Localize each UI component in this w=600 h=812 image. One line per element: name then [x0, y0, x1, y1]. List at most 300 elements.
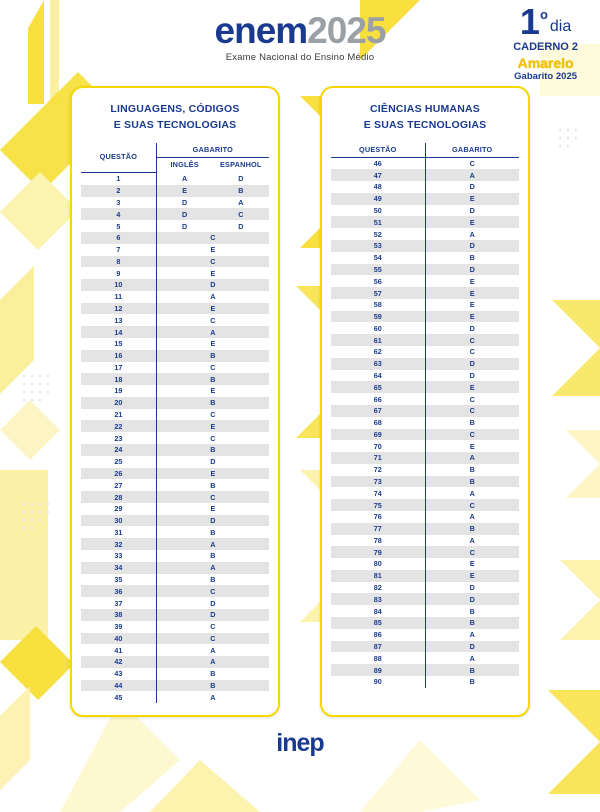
question-number: 85 [331, 617, 425, 629]
table-row [331, 452, 519, 464]
answer-letter: E [210, 339, 216, 349]
table-row [331, 381, 519, 393]
answer-letter: C [469, 547, 475, 557]
question-number: 89 [331, 664, 425, 676]
answer-letter: C [469, 406, 475, 416]
question-number: 18 [81, 373, 156, 385]
answer-letter-ingles: D [182, 221, 188, 231]
table-row [81, 444, 269, 456]
question-number: 71 [331, 452, 425, 464]
table-row [331, 169, 519, 181]
question-number: 52 [331, 228, 425, 240]
answer-letter: A [210, 539, 216, 549]
answer-letter: A [469, 488, 475, 498]
answer-letter: C [469, 335, 475, 345]
answer-letter: E [469, 382, 475, 392]
answer-letter: D [469, 323, 475, 333]
table-row [81, 362, 269, 374]
question-number: 4 [81, 208, 156, 220]
page-footer [0, 729, 600, 758]
answer-letter-espanhol: D [238, 174, 244, 184]
question-number: 23 [81, 432, 156, 444]
question-number: 13 [81, 314, 156, 326]
question-number: 27 [81, 479, 156, 491]
answer-letter: C [210, 433, 216, 443]
question-number: 3 [81, 197, 156, 209]
table-row [331, 535, 519, 547]
table-row [81, 397, 269, 409]
question-number: 26 [81, 468, 156, 480]
question-number: 86 [331, 629, 425, 641]
table-row [331, 464, 519, 476]
answer-letter: E [469, 276, 475, 286]
table-row [331, 499, 519, 511]
question-number: 24 [81, 444, 156, 456]
table-row [81, 244, 269, 256]
answer-letter-espanhol: D [238, 221, 244, 231]
answer-letter: D [469, 264, 475, 274]
logo-wordmark [215, 12, 386, 49]
table-row [331, 370, 519, 382]
question-number: 1 [81, 173, 156, 185]
question-number: 33 [81, 550, 156, 562]
table-row [331, 393, 519, 405]
question-number: 32 [81, 538, 156, 550]
answer-letter: C [210, 410, 216, 420]
answer-letter: A [210, 645, 216, 655]
answer-letter-espanhol: C [238, 209, 244, 219]
enem-logo [215, 12, 386, 63]
table-row [81, 256, 269, 268]
answer-letter: A [469, 170, 475, 180]
answer-letter: B [469, 253, 475, 263]
table-row [81, 208, 269, 220]
logo-year: 2025 [307, 10, 386, 51]
question-number: 88 [331, 652, 425, 664]
question-number: 75 [331, 499, 425, 511]
answer-letter: B [210, 480, 216, 490]
answer-rows-ciencias [331, 157, 519, 688]
table-row [81, 267, 269, 279]
answer-table-linguagens [81, 143, 269, 704]
question-number: 81 [331, 570, 425, 582]
answer-letter: E [469, 217, 475, 227]
question-number: 67 [331, 405, 425, 417]
inep-logo [0, 729, 600, 758]
header-gabarito: GABARITO [425, 143, 519, 158]
answer-letter: C [210, 586, 216, 596]
table-row [331, 287, 519, 299]
table-header-row [331, 143, 519, 158]
table-row [331, 216, 519, 228]
question-number: 68 [331, 417, 425, 429]
answer-key-year: Gabarito 2025 [514, 71, 578, 83]
card-title-line2: E SUAS TECNOLOGIAS [113, 119, 237, 132]
answer-letter: B [210, 681, 216, 691]
answer-key-cards [0, 86, 600, 717]
question-number: 50 [331, 205, 425, 217]
table-row [331, 346, 519, 358]
table-row [331, 240, 519, 252]
answer-letter: B [469, 606, 475, 616]
question-number: 14 [81, 326, 156, 338]
table-row [81, 197, 269, 209]
answer-letter: B [469, 677, 475, 687]
question-number: 77 [331, 523, 425, 535]
question-number: 64 [331, 370, 425, 382]
table-row [331, 617, 519, 629]
question-number: 61 [331, 334, 425, 346]
question-number: 65 [331, 381, 425, 393]
question-number: 7 [81, 244, 156, 256]
table-row [81, 185, 269, 197]
answer-table-ciencias [331, 143, 519, 688]
answer-letter: C [469, 500, 475, 510]
table-row [331, 405, 519, 417]
answer-letter: B [210, 351, 216, 361]
question-number: 70 [331, 440, 425, 452]
answer-letter: B [210, 574, 216, 584]
answer-letter-ingles: E [182, 186, 188, 196]
answer-letter: D [469, 359, 475, 369]
question-number: 59 [331, 311, 425, 323]
answer-letter: C [210, 233, 216, 243]
answer-letter: D [469, 206, 475, 216]
table-row [81, 550, 269, 562]
day-row [513, 1, 578, 42]
question-number: 69 [331, 429, 425, 441]
answer-letter-ingles: D [182, 197, 188, 207]
answer-letter: D [469, 641, 475, 651]
question-number: 11 [81, 291, 156, 303]
answer-letter: C [210, 315, 216, 325]
table-row [81, 314, 269, 326]
table-row [81, 515, 269, 527]
question-number: 34 [81, 562, 156, 574]
answer-letter: E [469, 441, 475, 451]
card-title-line1: LINGUAGENS, CÓDIGOS [110, 103, 240, 115]
table-row [331, 629, 519, 641]
table-row [81, 680, 269, 692]
answer-letter: D [210, 598, 216, 608]
answer-letter: C [210, 362, 216, 372]
question-number: 90 [331, 676, 425, 688]
question-number: 28 [81, 491, 156, 503]
question-number: 56 [331, 275, 425, 287]
question-number: 39 [81, 621, 156, 633]
question-number: 37 [81, 597, 156, 609]
answer-letter: A [210, 292, 216, 302]
table-row [81, 668, 269, 680]
table-row [331, 511, 519, 523]
table-row [81, 456, 269, 468]
answer-letter: D [469, 241, 475, 251]
answer-rows-linguagens [81, 173, 269, 704]
answer-letter: B [210, 669, 216, 679]
table-row [331, 641, 519, 653]
answer-letter: A [210, 692, 216, 702]
answer-letter: A [210, 563, 216, 573]
table-row [81, 350, 269, 362]
question-number: 12 [81, 303, 156, 315]
question-number: 36 [81, 585, 156, 597]
question-number: 20 [81, 397, 156, 409]
answer-letter: E [210, 421, 216, 431]
answer-letter: A [469, 512, 475, 522]
card-linguagens [70, 86, 280, 717]
day-number: 1 [519, 1, 540, 42]
answer-letter: C [469, 158, 475, 168]
table-row [331, 181, 519, 193]
page-header [0, 0, 600, 86]
table-row [81, 574, 269, 586]
answer-letter: D [210, 280, 216, 290]
question-number: 54 [331, 252, 425, 264]
answer-letter: B [210, 398, 216, 408]
question-number: 82 [331, 582, 425, 594]
answer-letter: B [469, 665, 475, 675]
table-row [331, 228, 519, 240]
question-number: 66 [331, 393, 425, 405]
answer-letter: B [469, 418, 475, 428]
answer-letter: E [469, 194, 475, 204]
question-number: 76 [331, 511, 425, 523]
table-row [81, 503, 269, 515]
answer-letter: E [469, 312, 475, 322]
table-row [331, 275, 519, 287]
question-number: 60 [331, 322, 425, 334]
answer-letter: B [469, 618, 475, 628]
answer-letter: D [210, 457, 216, 467]
table-row [331, 676, 519, 688]
question-number: 46 [331, 157, 425, 169]
header-ingles: INGLÊS [170, 159, 199, 169]
table-row [81, 526, 269, 538]
table-row [81, 479, 269, 491]
question-number: 35 [81, 574, 156, 586]
question-number: 29 [81, 503, 156, 515]
question-number: 47 [331, 169, 425, 181]
table-row [331, 311, 519, 323]
table-row [81, 220, 269, 232]
table-row [81, 232, 269, 244]
question-number: 63 [331, 358, 425, 370]
day-ordinal: o [539, 7, 548, 22]
question-number: 62 [331, 346, 425, 358]
question-number: 9 [81, 267, 156, 279]
answer-letter: B [469, 477, 475, 487]
answer-letter: D [469, 594, 475, 604]
table-row [81, 326, 269, 338]
table-row [81, 562, 269, 574]
answer-letter: D [469, 370, 475, 380]
question-number: 2 [81, 185, 156, 197]
answer-letter: D [210, 610, 216, 620]
logo-text: enem [214, 10, 308, 51]
table-row [331, 523, 519, 535]
table-row [81, 691, 269, 703]
question-number: 48 [331, 181, 425, 193]
question-number: 6 [81, 232, 156, 244]
question-number: 84 [331, 605, 425, 617]
question-number: 16 [81, 350, 156, 362]
question-number: 22 [81, 420, 156, 432]
table-header-row [81, 143, 269, 158]
question-number: 72 [331, 464, 425, 476]
header-espanhol: ESPANHOL [219, 159, 262, 169]
answer-letter: E [469, 300, 475, 310]
answer-letter: E [210, 268, 216, 278]
question-number: 5 [81, 220, 156, 232]
table-row [331, 264, 519, 276]
header-gabarito: GABARITO [156, 143, 269, 158]
answer-letter: A [469, 229, 475, 239]
question-number: 25 [81, 456, 156, 468]
answer-letter: A [469, 453, 475, 463]
answer-letter: A [469, 630, 475, 640]
table-row [331, 334, 519, 346]
question-number: 83 [331, 593, 425, 605]
question-number: 43 [81, 668, 156, 680]
table-row [331, 476, 519, 488]
header-questao: QUESTÃO [331, 143, 425, 158]
answer-letter: B [210, 551, 216, 561]
exam-day-block [513, 1, 578, 83]
question-number: 45 [81, 691, 156, 703]
booklet-number: CADERNO 2 [513, 41, 578, 54]
answer-letter: E [469, 288, 475, 298]
answer-letter: E [469, 559, 475, 569]
table-row [331, 487, 519, 499]
question-number: 41 [81, 644, 156, 656]
answer-letter: E [210, 504, 216, 514]
question-number: 21 [81, 409, 156, 421]
table-row [331, 322, 519, 334]
table-row [81, 585, 269, 597]
table-row [81, 432, 269, 444]
table-row [331, 252, 519, 264]
table-row [81, 609, 269, 621]
answer-letter-ingles: D [182, 209, 188, 219]
table-row [331, 205, 519, 217]
answer-letter-espanhol: B [238, 186, 244, 196]
question-number: 19 [81, 385, 156, 397]
question-number: 79 [331, 546, 425, 558]
table-row [331, 605, 519, 617]
header-questao: QUESTÃO [81, 143, 156, 173]
question-number: 40 [81, 633, 156, 645]
answer-letter: C [210, 622, 216, 632]
answer-letter: B [210, 527, 216, 537]
question-number: 17 [81, 362, 156, 374]
answer-letter: A [210, 327, 216, 337]
answer-letter: E [210, 245, 216, 255]
table-row [331, 157, 519, 169]
answer-letter: E [210, 386, 216, 396]
answer-letter: A [210, 657, 216, 667]
answer-letter: C [469, 429, 475, 439]
card-title-ciencias [331, 98, 519, 143]
answer-letter-espanhol: A [238, 197, 244, 207]
table-row [331, 546, 519, 558]
card-title-line2: E SUAS TECNOLOGIAS [363, 119, 487, 132]
card-title-line1: CIÊNCIAS HUMANAS [370, 103, 480, 115]
answer-letter: E [469, 571, 475, 581]
question-number: 80 [331, 558, 425, 570]
logo-subtitle: Exame Nacional do Ensino Médio [225, 52, 375, 63]
day-word: dia [549, 18, 572, 35]
table-row [81, 656, 269, 668]
table-row [331, 593, 519, 605]
question-number: 31 [81, 526, 156, 538]
answer-letter: D [210, 516, 216, 526]
table-row [81, 303, 269, 315]
table-row [81, 491, 269, 503]
table-row [331, 299, 519, 311]
table-row [81, 538, 269, 550]
question-number: 10 [81, 279, 156, 291]
answer-letter: A [469, 653, 475, 663]
table-row [331, 417, 519, 429]
question-number: 42 [81, 656, 156, 668]
table-row [81, 173, 269, 185]
table-row [81, 373, 269, 385]
table-row [331, 558, 519, 570]
question-number: 55 [331, 264, 425, 276]
question-number: 57 [331, 287, 425, 299]
inep-logo-text: inep [276, 729, 324, 758]
table-row [331, 429, 519, 441]
table-row [81, 385, 269, 397]
table-row [331, 652, 519, 664]
answer-letter: C [210, 256, 216, 266]
answer-letter: B [210, 445, 216, 455]
answer-letter: C [469, 394, 475, 404]
answer-letter-ingles: A [182, 174, 188, 184]
table-row [81, 420, 269, 432]
card-ciencias-humanas [320, 86, 530, 717]
question-number: 51 [331, 216, 425, 228]
table-row [331, 664, 519, 676]
card-title-linguagens [81, 98, 269, 143]
answer-letter: C [210, 633, 216, 643]
table-row [81, 279, 269, 291]
question-number: 38 [81, 609, 156, 621]
table-row [81, 409, 269, 421]
table-row [81, 621, 269, 633]
question-number: 78 [331, 535, 425, 547]
answer-letter: E [210, 304, 216, 314]
answer-letter: B [469, 465, 475, 475]
table-row [331, 358, 519, 370]
question-number: 73 [331, 476, 425, 488]
table-row [81, 338, 269, 350]
table-row [331, 582, 519, 594]
table-row [81, 291, 269, 303]
question-number: 87 [331, 641, 425, 653]
question-number: 44 [81, 680, 156, 692]
answer-letter: E [210, 468, 216, 478]
answer-letter: D [469, 583, 475, 593]
question-number: 8 [81, 256, 156, 268]
question-number: 30 [81, 515, 156, 527]
table-row [331, 440, 519, 452]
booklet-color: Amarelo [517, 55, 574, 72]
question-number: 53 [331, 240, 425, 252]
question-number: 49 [331, 193, 425, 205]
question-number: 58 [331, 299, 425, 311]
table-row [331, 570, 519, 582]
